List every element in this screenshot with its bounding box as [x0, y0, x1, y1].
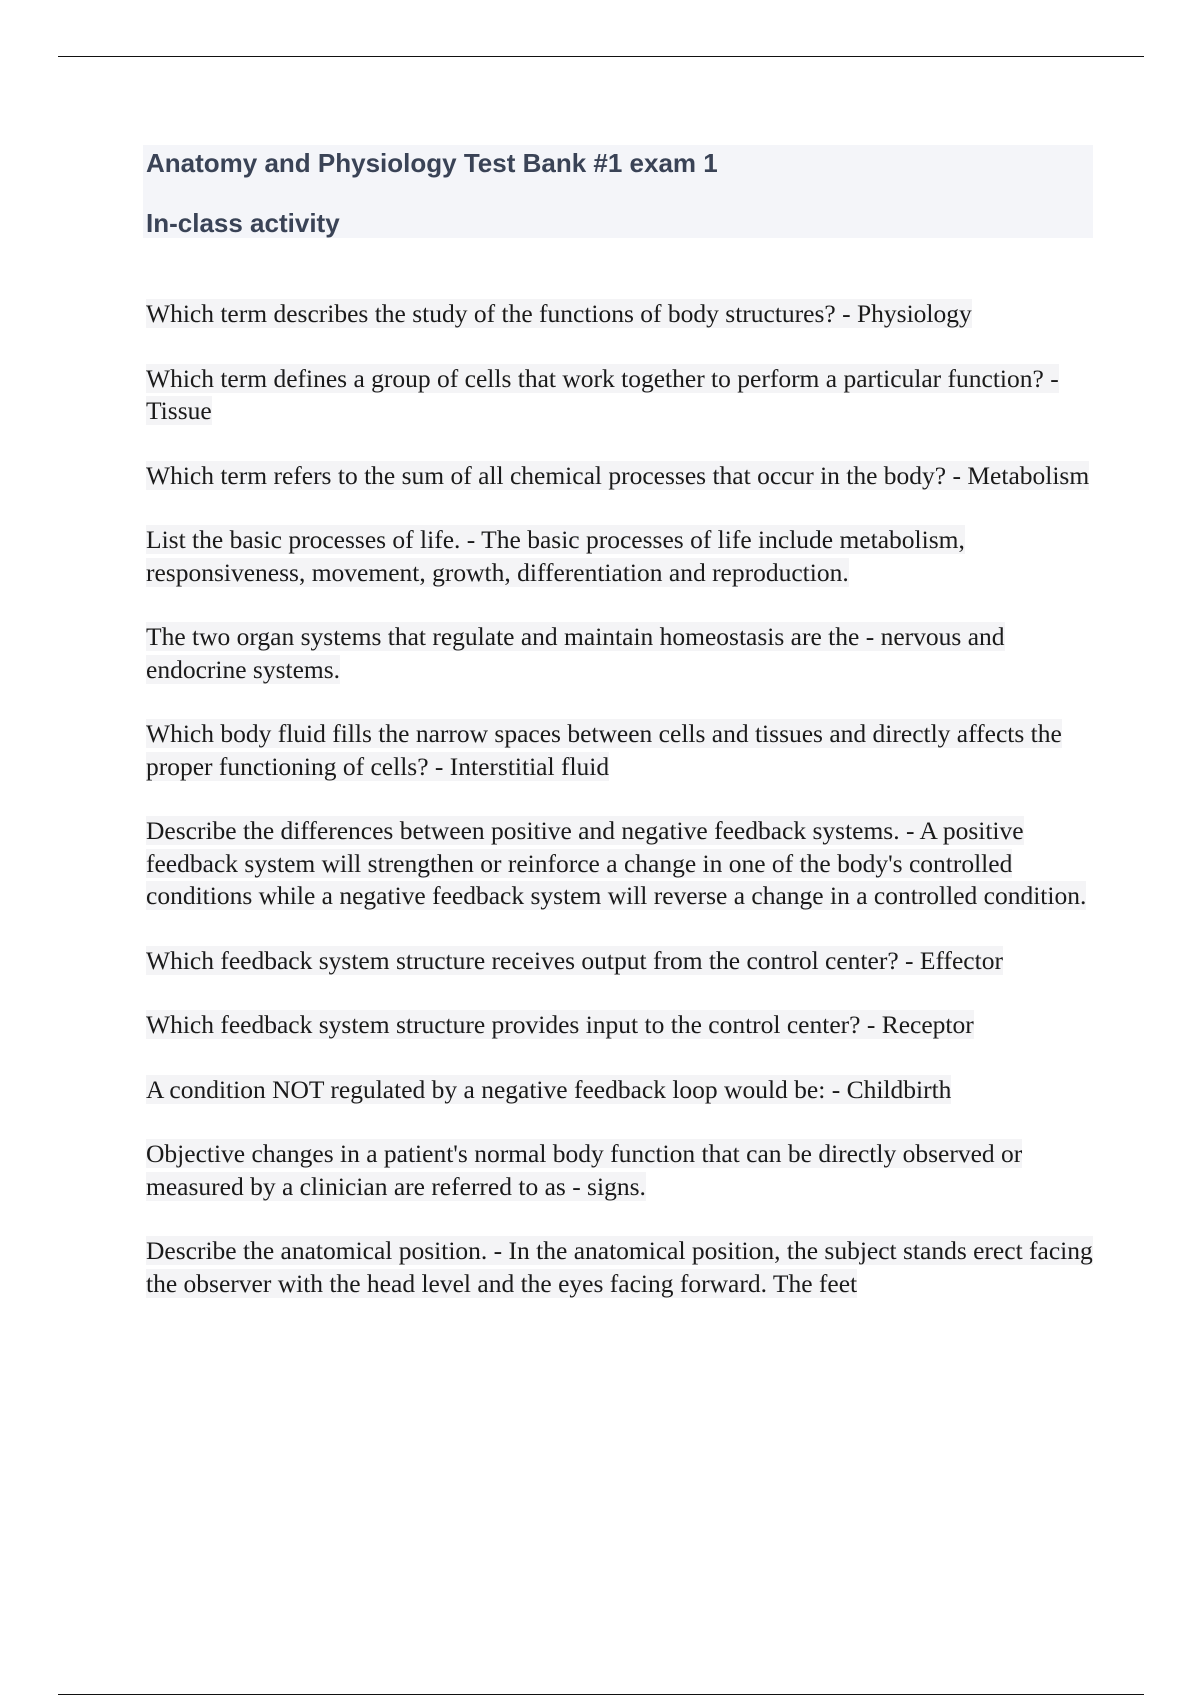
qa-text: Which term describes the study of the functions of body structures? - Physiology: [146, 299, 972, 328]
qa-text: The two organ systems that regulate and maintain homeostasis are the - nervous and endocrine systems.: [146, 622, 1005, 684]
qa-text: List the basic processes of life. - The basic processes of life include metabolism, responsiveness, movement, growth, differentiation and reproduction.: [146, 525, 965, 587]
qa-item: [146, 298, 1096, 331]
qa-item: [146, 815, 1096, 913]
qa-text: Which feedback system structure receives output from the control center? - Effector: [146, 945, 1003, 975]
document-title: Anatomy and Physiology Test Bank #1 exam 1: [146, 148, 718, 178]
qa-item: [146, 1009, 1096, 1042]
qa-text: Which term refers to the sum of all chemical processes that occur in the body? - Metabolism: [146, 460, 1090, 490]
qa-item: [146, 1235, 1096, 1300]
bottom-rule: [58, 1694, 1144, 1695]
qa-item: [146, 460, 1096, 493]
qa-item: [146, 945, 1096, 978]
document-subtitle: In-class activity: [146, 208, 340, 238]
qa-text: Which feedback system structure provides input to the control center? - Receptor: [146, 1010, 974, 1039]
top-rule: [58, 56, 1144, 57]
qa-item: [146, 363, 1096, 428]
qa-list: [146, 298, 1096, 1332]
qa-text: A condition NOT regulated by a negative feedback loop would be: - Childbirth: [146, 1074, 952, 1104]
qa-text: Describe the differences between positive and negative feedback systems. - A positive feedback system will strengthen or reinforce a change in one of the body's controlled conditions while a negative feedback system will reverse a change in a controlled condition.: [146, 816, 1087, 910]
qa-text: Describe the anatomical position. - In the anatomical position, the subject stands erect facing the observer with the head level and the eyes facing forward. The feet: [146, 1236, 1093, 1298]
qa-item: [146, 1138, 1096, 1203]
qa-item: [146, 1074, 1096, 1107]
qa-text: Which body fluid fills the narrow spaces between cells and tissues and directly affects the proper functioning of cells? - Interstitial fluid: [146, 719, 1062, 781]
qa-item: [146, 621, 1096, 686]
qa-item: [146, 718, 1096, 783]
qa-text: Objective changes in a patient's normal body function that can be directly observed or measured by a clinician are referred to as - signs.: [146, 1139, 1023, 1201]
qa-item: [146, 524, 1096, 589]
qa-text: Which term defines a group of cells that work together to perform a particular function? - Tissue: [146, 363, 1059, 425]
